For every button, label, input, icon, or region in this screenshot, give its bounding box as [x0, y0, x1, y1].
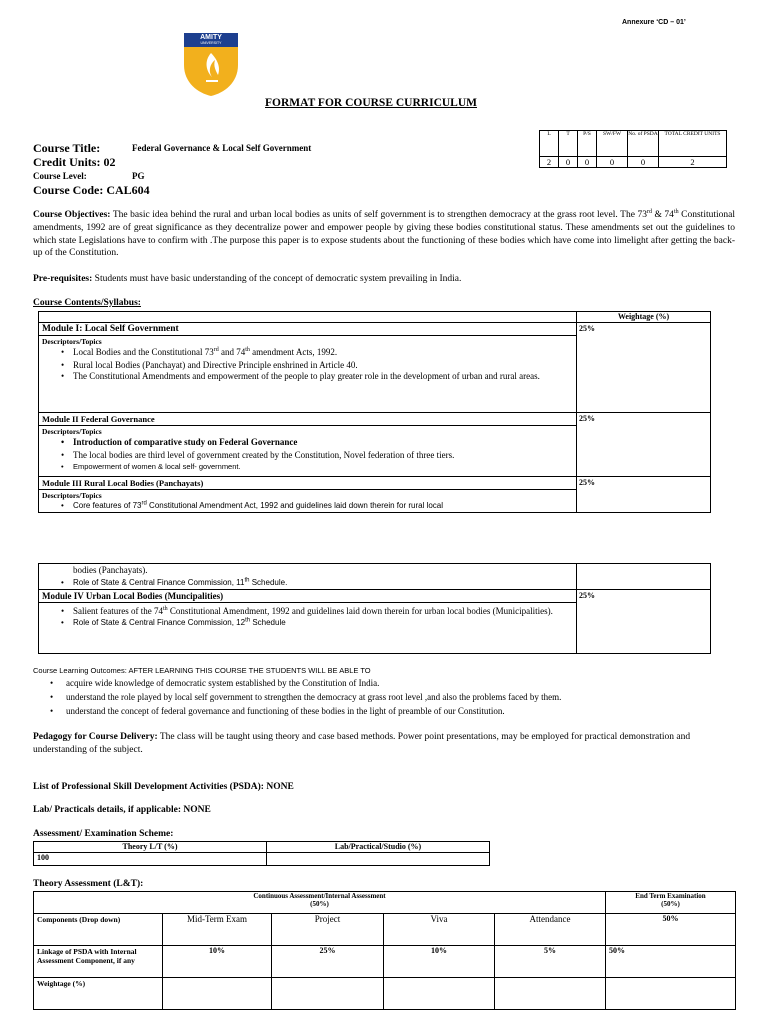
pedagogy — [33, 731, 737, 757]
module-4-weight: 25% — [577, 590, 711, 654]
prereq-text: Students must have basic understanding of the concept of democratic system prevailing in India. — [94, 274, 462, 284]
credit-header-psda: No. of PSDA — [628, 131, 659, 157]
credit-value-t: 0 — [559, 157, 578, 168]
weightage-project — [272, 978, 384, 1010]
assessment-value-lab — [267, 853, 490, 866]
linkage-ete: 50% — [606, 946, 736, 978]
assessment-header-lab: Lab/Practical/Studio (%) — [267, 842, 490, 853]
credit-header-total: TOTAL CREDIT UNITS — [659, 131, 727, 157]
component-mid-term[interactable]: Mid-Term Exam — [163, 914, 272, 946]
outcomes-label: Course Learning Outcomes: AFTER LEARNING THIS COURSE THE STUDENTS WILL BE ABLE TO — [33, 666, 371, 675]
ca-header-2: (50%) — [310, 900, 329, 908]
module-2-topic-1: • Introduction of comparative study on Federal Governance — [59, 436, 568, 449]
assessment-header-theory: Theory L/T (%) — [34, 842, 267, 853]
logo-brand: AMITY — [200, 34, 222, 41]
module-1-topic-1: • Local Bodies and the Constitutional 73rd and 74th amendment Acts, 1992. — [59, 346, 568, 359]
prerequisites — [33, 274, 735, 284]
theory-label: Theory Assessment (L&T): — [33, 879, 144, 889]
module-3-title: Module III Rural Local Bodies (Panchayats) — [39, 477, 576, 490]
syllabus-header-blank — [39, 312, 577, 323]
syllabus-table-part-2 — [38, 563, 711, 654]
amity-logo — [180, 31, 242, 97]
outcome-item-3: • understand the concept of federal governance and functioning of these bodies in the light of preamble of our Constitution. — [48, 705, 738, 719]
prereq-label: Pre-requisites: — [33, 274, 93, 284]
weightage-attendance — [495, 978, 606, 1010]
module-4-title: Module IV Urban Local Bodies (Muncipalities) — [39, 590, 576, 603]
linkage-attendance: 5% — [495, 946, 606, 978]
credit-value-l: 2 — [540, 157, 559, 168]
assessment-label: Assessment/ Examination Scheme: — [33, 829, 174, 839]
credit-header-t: T — [559, 131, 578, 157]
outcome-item-2: • understand the role played by local self government to strengthen the democracy at grass root level ,and also the problems faced by them. — [48, 691, 738, 705]
module-3-weight: 25% — [577, 477, 711, 513]
module-3-continued-cell — [39, 564, 577, 590]
objectives-sup-2: th — [673, 208, 679, 215]
theory-header-cell — [34, 892, 606, 914]
logo-sub: UNIVERSITY — [200, 41, 222, 45]
module-2-descriptors: Descriptors/Topics — [42, 427, 102, 436]
pedagogy-label: Pedagogy for Course Delivery: — [33, 732, 158, 742]
assessment-table — [33, 841, 490, 866]
objectives-sup-1: rd — [646, 208, 652, 215]
component-viva[interactable]: Viva — [384, 914, 495, 946]
module-1-topic-2: • Rural local Bodies (Panchayat) and Directive Principle enshrined in Article 40. — [59, 359, 568, 372]
course-level-value: PG — [132, 171, 145, 181]
module-2-weight: 25% — [577, 413, 711, 477]
objectives-label: Course Objectives: — [33, 210, 111, 220]
module-4-topic-2: • Role of State & Central Finance Commission, 12th Schedule — [59, 617, 568, 629]
lab-line: Lab/ Practicals details, if applicable: NONE — [33, 805, 211, 815]
credit-value-swfw: 0 — [597, 157, 628, 168]
weightage-ete — [606, 978, 736, 1010]
linkage-label: Linkage of PSDA with Internal Assessment Component, if any — [34, 946, 163, 978]
weightage-viva — [384, 978, 495, 1010]
module-3-continued-weight-blank — [577, 564, 711, 590]
module-1-topic-3: • The Constitutional Amendments and empowerment of the people to play greater role in the development of urban and rural areas. — [59, 371, 568, 382]
module-2-cell — [39, 413, 577, 477]
linkage-project: 25% — [272, 946, 384, 978]
linkage-mid-term: 10% — [163, 946, 272, 978]
course-objectives — [33, 209, 735, 260]
module-3-topic-1: • Core features of 73rd Constitutional Amendment Act, 1992 and guidelines laid down therein for rural local — [59, 500, 568, 512]
ca-header-1: Continuous Assessment/Internal Assessment — [253, 892, 386, 900]
objectives-text-c: Constitutional amendments, 1992 are of great significance as they decentralize power and empower people by giving these bodies constitutional status. These amendments set out the guidelines to which state Legislations have to confirm with .The purpose this paper is to expose students about the functioning of these bodies which have come into limelight after getting the back-up of the Constitution. — [33, 210, 735, 259]
course-level-label: Course Level: — [33, 171, 87, 181]
ete-header-2: (50%) — [661, 900, 680, 908]
syllabus-table-part-1 — [38, 311, 711, 513]
credit-header-l: L — [540, 131, 559, 157]
credit-value-total: 2 — [659, 157, 727, 168]
linkage-viva: 10% — [384, 946, 495, 978]
module-2-topic-3: • Empowerment of women & local self- government. — [59, 461, 568, 474]
course-code: Course Code: CAL604 — [33, 183, 150, 197]
outcomes-list — [48, 677, 738, 718]
module-3-topic-1-continued: bodies (Panchayats). — [73, 565, 148, 575]
course-title-label: Course Title: — [33, 141, 101, 155]
ete-header-1: End Term Examination — [635, 892, 706, 900]
module-2-topic-2: • The local bodies are third level of government created by the Constitution, Novel federation of three tiers. — [59, 449, 568, 462]
credit-value-psda: 0 — [628, 157, 659, 168]
pedagogy-text: The class will be taught using theory and case based methods. Power point presentations, may be employed for practical demonstration and understanding of the subject. — [33, 732, 691, 755]
credit-header-ps: P/S — [578, 131, 597, 157]
module-1-title: Module I: Local Self Government — [39, 323, 576, 336]
ete-value: 50% — [606, 914, 736, 946]
weightage-mid-term — [163, 978, 272, 1010]
module-4-topic-1: • Salient features of the 74th Constitutional Amendment, 1992 and guidelines laid down therein for urban local bodies (Municipalities). — [59, 605, 568, 617]
module-1-weight: 25% — [577, 323, 711, 413]
assessment-value-theory: 100 — [34, 853, 267, 866]
module-3-cell — [39, 477, 577, 513]
weightage-label: Weightage (%) — [34, 978, 163, 1010]
weightage-header: Weightage (%) — [577, 312, 711, 323]
credit-value-ps: 0 — [578, 157, 597, 168]
course-title-value: Federal Governance & Local Self Government — [132, 143, 312, 153]
module-1-cell — [39, 323, 577, 413]
ete-header-cell — [606, 892, 736, 914]
objectives-text-a: The basic idea behind the rural and urban local bodies as units of self government is to strengthen democracy at the grass root level. The 73 — [112, 210, 647, 220]
outcome-item-1: • acquire wide knowledge of democratic system established by the Constitution of India. — [48, 677, 738, 691]
theory-assessment-table — [33, 891, 736, 1010]
module-1-descriptors: Descriptors/Topics — [42, 337, 102, 346]
component-attendance[interactable]: Attendance — [495, 914, 606, 946]
credit-units: Credit Units: 02 — [33, 155, 116, 169]
module-3-topic-2: • Role of State & Central Finance Commission, 11th Schedule. — [59, 577, 568, 590]
objectives-text-b: & 74 — [651, 210, 674, 220]
component-project[interactable]: Project — [272, 914, 384, 946]
credit-header-swfw: SW/FW — [597, 131, 628, 157]
components-label: Components (Drop down) — [34, 914, 163, 946]
module-4-cell — [39, 590, 577, 654]
doc-title: FORMAT FOR COURSE CURRICULUM — [265, 97, 478, 109]
module-3-descriptors: Descriptors/Topics — [42, 491, 102, 500]
credit-table — [539, 130, 727, 168]
annexure-label: Annexure ‘CD – 01’ — [622, 19, 686, 26]
psda-line: List of Professional Skill Development Activities (PSDA): NONE — [33, 782, 294, 792]
syllabus-label: Course Contents/Syllabus: — [33, 298, 141, 308]
module-2-title: Module II Federal Governance — [39, 413, 576, 426]
